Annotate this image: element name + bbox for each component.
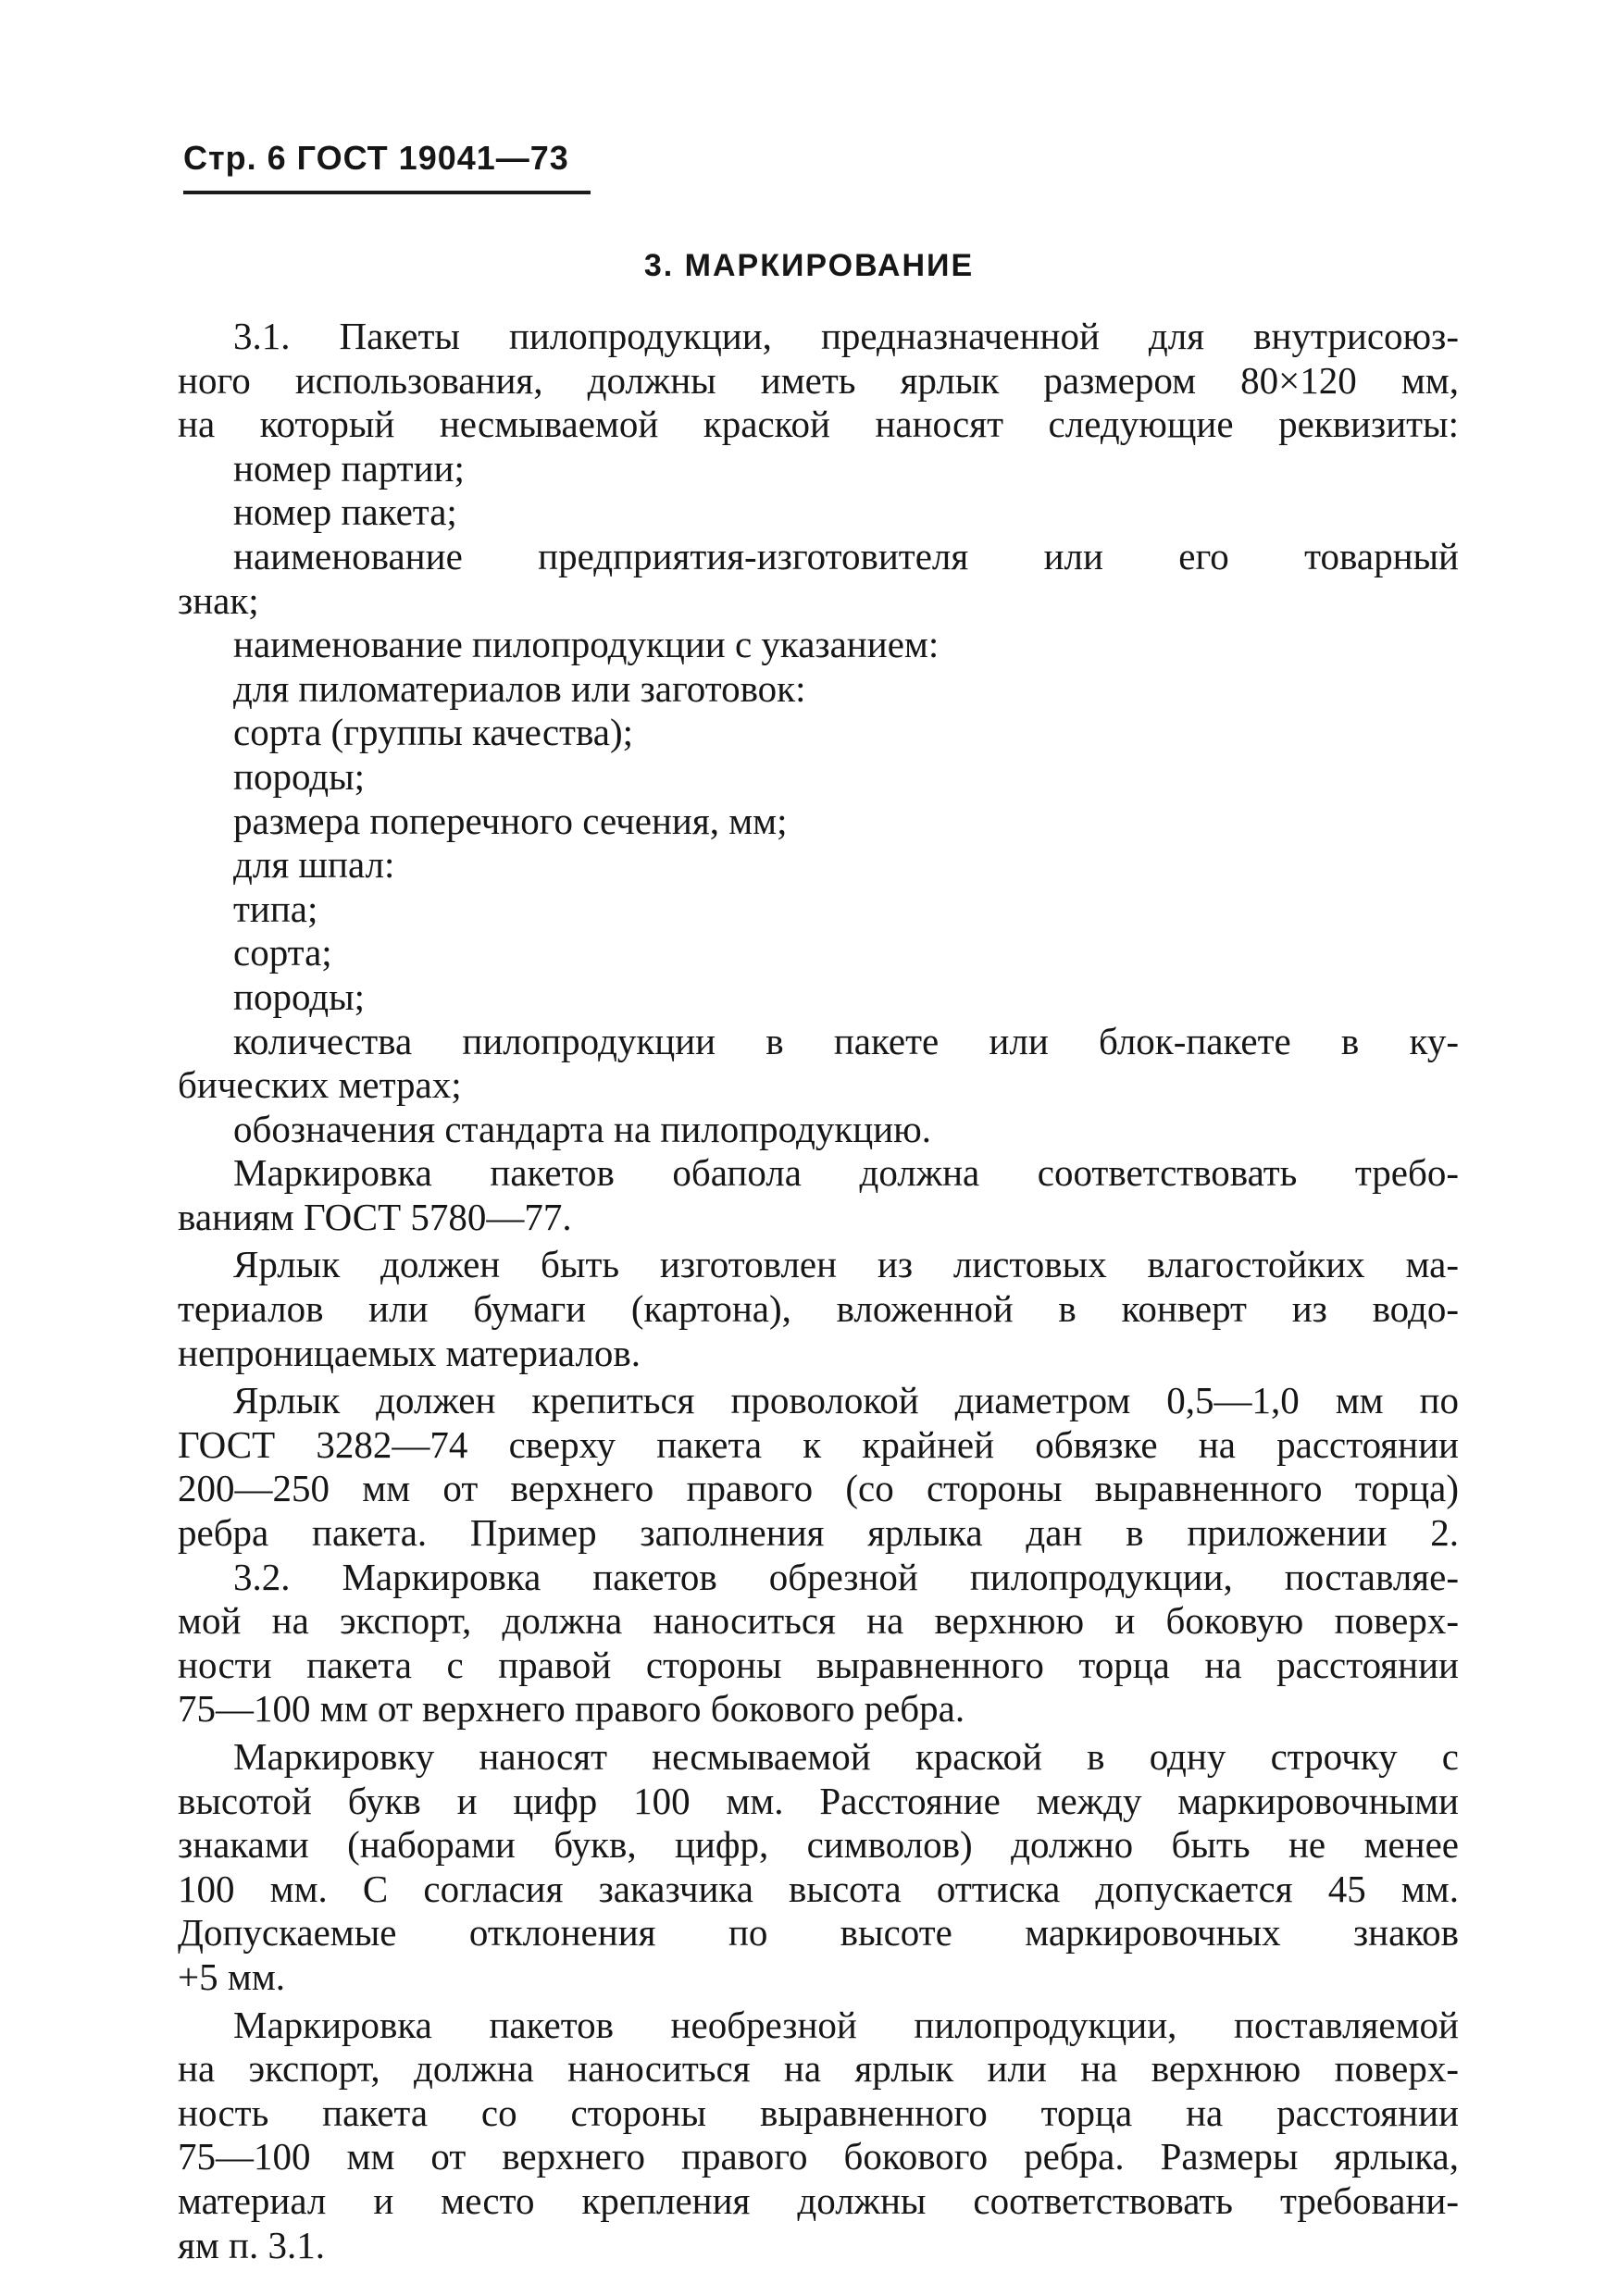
- text-line: ность пакета со стороны выравненного торца на расстоянии: [178, 2091, 1459, 2134]
- text-line: 75—100 мм от верхнего правого бокового ребра. Размеры ярлыка,: [178, 2135, 1459, 2178]
- text-line: 3.1. Пакеты пилопродукции, предназначенной для внутрисоюз-: [233, 315, 1459, 357]
- text-line: номер пакета;: [233, 490, 457, 534]
- text-line: знак;: [178, 578, 259, 622]
- text-line: ваниям ГОСТ 5780—77.: [178, 1195, 572, 1238]
- text-line: Допускаемые отклонения по высоте маркировочных знаков: [178, 1911, 1459, 1955]
- text-line: 100 мм. С согласия заказчика высота оттиска допускается 45 мм.: [178, 1867, 1459, 1910]
- text-line: Маркировку наносят несмываемой краской в одну строчку с: [233, 1735, 1459, 1778]
- text-line: для пиломатериалов или заготовок:: [233, 666, 806, 710]
- text-line: бических метрах;: [178, 1063, 462, 1107]
- text-line: количества пилопродукции в пакете или блок-пакете в ку-: [233, 1019, 1459, 1062]
- text-line: номер партии;: [233, 446, 465, 490]
- text-line: высотой букв и цифр 100 мм. Расстояние между маркировочными: [178, 1779, 1459, 1822]
- section-title: 3. МАРКИРОВАНИЕ: [643, 248, 975, 283]
- text-line: Ярлык должен крепиться проволокой диаметром 0,5—1,0 мм по: [233, 1379, 1459, 1422]
- text-line: 75—100 мм от верхнего правого бокового ребра.: [178, 1687, 965, 1731]
- text-line: 200—250 мм от верхнего правого (со стороны выравненного торца): [178, 1467, 1459, 1510]
- text-line: мой на экспорт, должна наноситься на верхнюю и боковую поверх-: [178, 1599, 1459, 1643]
- text-line: для шпал:: [233, 843, 395, 887]
- text-line: на который несмываемой краской наносят следующие реквизиты:: [178, 403, 1459, 446]
- text-line: размера поперечного сечения, мм;: [233, 799, 788, 842]
- text-line: материал и место крепления должны соответствовать требовани-: [178, 2178, 1459, 2222]
- text-line: ям п. 3.1.: [178, 2223, 325, 2266]
- text-line: ности пакета с правой стороны выравненного торца на расстоянии: [178, 1643, 1459, 1686]
- text-line: териалов или бумаги (картона), вложенной в конверт из водо-: [178, 1287, 1459, 1331]
- text-line: 3.2. Маркировка пакетов обрезной пилопродукции, поставляе-: [233, 1555, 1459, 1598]
- text-line: Ярлык должен быть изготовлен из листовых влагостойких ма-: [233, 1243, 1459, 1286]
- body-text: [178, 315, 1459, 2267]
- text-line: наименование предприятия-изготовителя или его товарный: [233, 534, 1459, 577]
- text-line: сорта;: [233, 931, 332, 974]
- text-line: +5 мм.: [178, 1955, 286, 1998]
- text-line: ребра пакета. Пример заполнения ярлыка дан в приложении 2.: [178, 1511, 1459, 1555]
- text-line: Маркировка пакетов обапола должна соответствовать требо-: [233, 1151, 1459, 1195]
- text-line: сорта (группы качества);: [233, 711, 634, 754]
- text-line: типа;: [233, 887, 318, 930]
- text-line: породы;: [233, 754, 366, 798]
- text-line: непроницаемых материалов.: [178, 1331, 641, 1374]
- text-line: ного использования, должны иметь ярлык размером 80×120 мм,: [178, 358, 1459, 402]
- text-line: ГОСТ 3282—74 сверху пакета к крайней обвязке на расстоянии: [178, 1422, 1459, 1466]
- text-line: знаками (наборами букв, цифр, символов) должно быть не менее: [178, 1823, 1459, 1867]
- text-line: на экспорт, должна наноситься на ярлык или на верхнюю поверх-: [178, 2047, 1459, 2091]
- text-line: породы;: [233, 974, 366, 1018]
- text-line: обозначения стандарта на пилопродукцию.: [233, 1107, 932, 1150]
- running-head: Стр. 6 ГОСТ 19041—73: [183, 139, 591, 194]
- text-line: наименование пилопродукции с указанием:: [233, 623, 940, 666]
- text-line: Маркировка пакетов необрезной пилопродукции, поставляемой: [233, 2003, 1459, 2046]
